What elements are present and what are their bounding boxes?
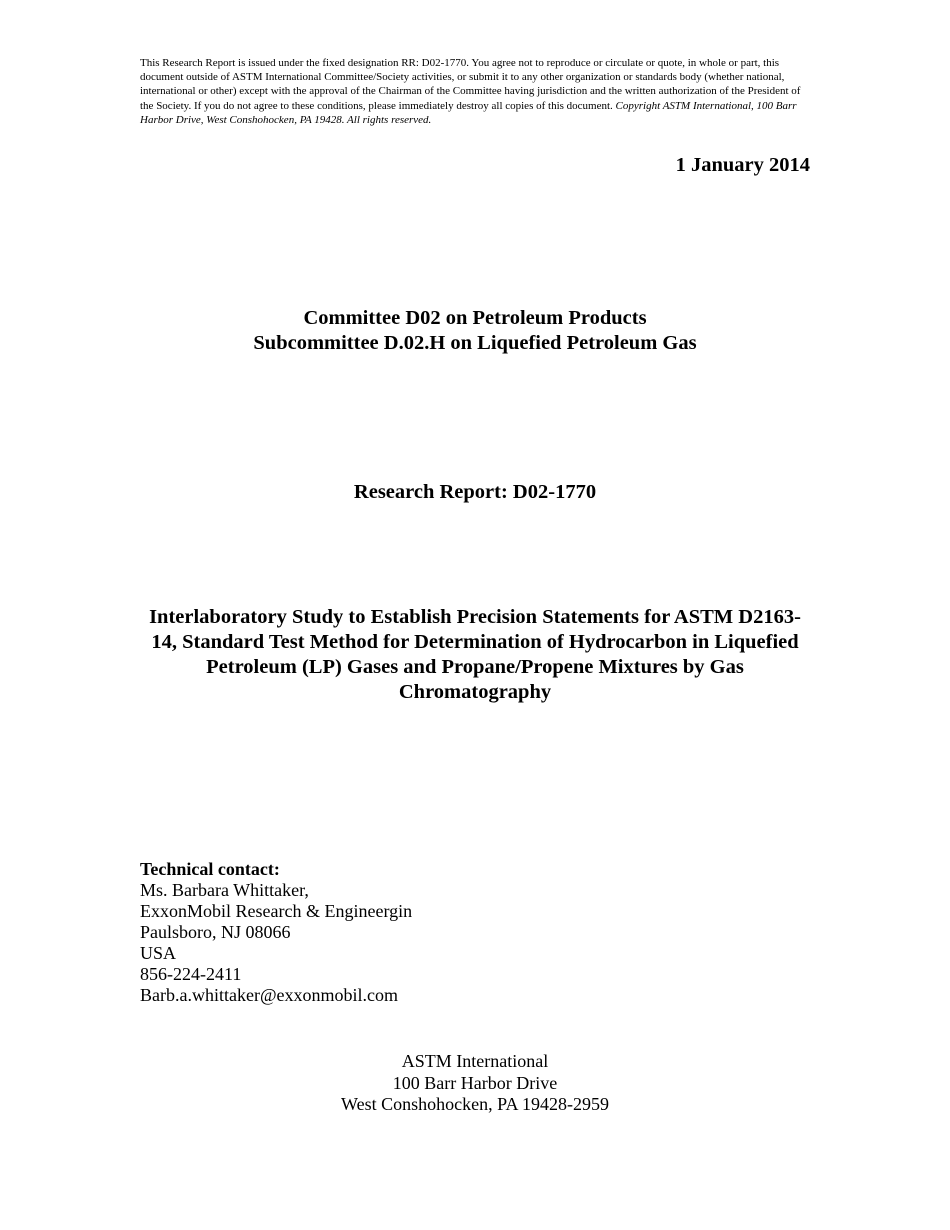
contact-email: Barb.a.whittaker@exxonmobil.com	[140, 985, 399, 1005]
committee-name: Committee D02 on Petroleum Products	[303, 307, 647, 329]
contact-name: Ms. Barbara Whittaker,	[140, 880, 309, 900]
address-org: ASTM International	[401, 1051, 549, 1071]
contact-phone: 856-224-2411	[140, 964, 242, 984]
contact-label: Technical contact:	[140, 859, 280, 879]
contact-city: Paulsboro, NJ 08066	[140, 922, 291, 942]
report-date: 1 January 2014	[675, 154, 810, 176]
report-id: Research Report: D02-1770	[353, 481, 597, 503]
notice-text: This Research Report is issued under the fixed designation RR: D02-1770. You agree not to reproduce or circulate or quote, in whole or part, this document outside of ASTM International Committee/Society activities, or submit it to any other organization or standards body (whether national, international or other) except with the approval of the Chairman of the Committee having jurisdiction and the written authorization of the President of the Society. If you do not agree to these conditions, please immediately destroy all copies of this document.	[140, 57, 801, 112]
address-street: 100 Barr Harbor Drive	[392, 1072, 558, 1093]
subcommittee-name: Subcommittee D.02.H on Liquefied Petroleum Gas	[253, 332, 697, 354]
contact-country: USA	[140, 943, 177, 963]
study-title: Interlaboratory Study to Establish Precision Statements for ASTM D2163-14, Standard Test Method for Determination of Hydrocarbon in Liquefied Petroleum (LP) Gases and Propane/Propene Mixtures by Gas Chromatography	[149, 606, 801, 703]
astm-address	[0, 1051, 950, 1116]
address-city: West Conshohocken, PA 19428-2959	[341, 1094, 609, 1114]
contact-organization: ExxonMobil Research & Engineergin	[140, 901, 413, 921]
committee-heading	[0, 306, 950, 356]
technical-contact	[140, 859, 412, 1006]
copyright-notice	[140, 56, 810, 127]
copyright-text: Copyright ASTM International, 100 Barr Harbor Drive, West Conshohocken, PA 19428. All rights reserved.	[140, 99, 797, 126]
